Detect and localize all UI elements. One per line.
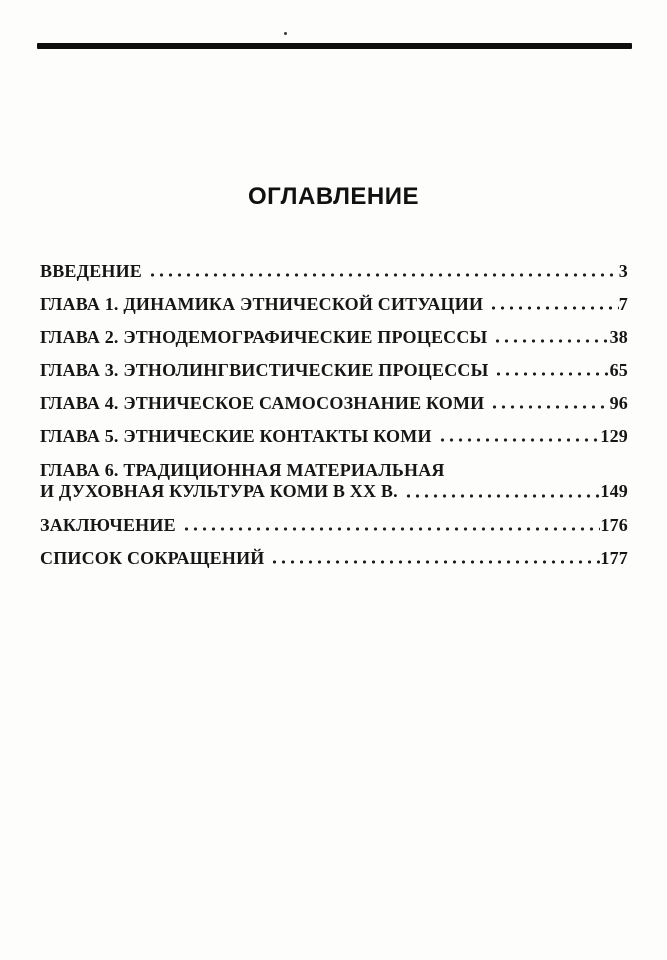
toc-entry-label: ГЛАВА 3. ЭТНОЛИНГВИСТИЧЕСКИЕ ПРОЦЕССЫ: [40, 360, 489, 380]
top-rule: [37, 43, 632, 49]
toc-entry-line: [40, 394, 628, 413]
toc-entry-label: СПИСОК СОКРАЩЕНИЙ: [40, 548, 265, 568]
toc-entry: [40, 549, 628, 568]
page-title: ОГЛАВЛЕНИЕ: [247, 183, 420, 210]
toc-entry-page: 38: [609, 327, 628, 347]
toc-entry-line: [40, 516, 628, 535]
toc-entry-label: ГЛАВА 2. ЭТНОДЕМОГРАФИЧЕСКИЕ ПРОЦЕССЫ: [40, 327, 488, 347]
dot-leader: [148, 262, 619, 281]
toc-entry-label: ГЛАВА 5. ЭТНИЧЕСКИЕ КОНТАКТЫ КОМИ: [40, 426, 432, 446]
dot-leader: [438, 427, 601, 446]
dot-leader: [270, 549, 600, 568]
toc-entry-label: ГЛАВА 6. ТРАДИЦИОННАЯ МАТЕРИАЛЬНАЯ: [40, 460, 445, 480]
toc-entry-line: [40, 549, 628, 568]
toc-entry-page: 177: [600, 548, 628, 568]
toc-entry-page: 129: [600, 426, 628, 446]
toc-entry-label: ГЛАВА 4. ЭТНИЧЕСКОЕ САМОСОЗНАНИЕ КОМИ: [40, 393, 485, 413]
toc-entry: [40, 516, 628, 535]
toc-entry-page: 176: [600, 515, 628, 535]
toc-entry-line: [40, 328, 628, 347]
toc-entry-line: [40, 427, 628, 446]
dot-leader: [490, 394, 609, 413]
toc-entry-page: 149: [600, 481, 628, 501]
toc-entry-line: [40, 361, 628, 380]
toc-entry: [40, 394, 628, 413]
toc-entry-line: [40, 481, 628, 502]
toc-entry-line: [40, 262, 628, 281]
scan-speck: [284, 32, 287, 35]
toc-entry: [40, 328, 628, 347]
toc-entry-line: [40, 295, 628, 314]
toc-entry: [40, 262, 628, 281]
dot-leader: [489, 295, 619, 314]
toc-entry-page: 3: [618, 261, 628, 281]
toc-entry: [40, 295, 628, 314]
toc-entry-line: [40, 460, 628, 481]
dot-leader: [494, 361, 609, 380]
toc-entry-page: 7: [618, 294, 628, 314]
toc-entry-page: 96: [609, 393, 628, 413]
toc-entry-label: И ДУХОВНАЯ КУЛЬТУРА КОМИ В ХХ В.: [40, 481, 398, 501]
toc-entry-label: ГЛАВА 1. ДИНАМИКА ЭТНИЧЕСКОЙ СИТУАЦИИ: [40, 294, 484, 314]
toc-entry: [40, 361, 628, 380]
toc-entry-label: ЗАКЛЮЧЕНИЕ: [40, 515, 176, 535]
toc-list: [40, 262, 628, 582]
toc-entry-label: ВВЕДЕНИЕ: [40, 261, 143, 281]
dot-leader: [493, 328, 609, 347]
toc-entry: [40, 460, 628, 502]
dot-leader: [404, 483, 601, 502]
dot-leader: [182, 516, 601, 535]
toc-entry-page: 65: [609, 360, 628, 380]
toc-entry: [40, 427, 628, 446]
